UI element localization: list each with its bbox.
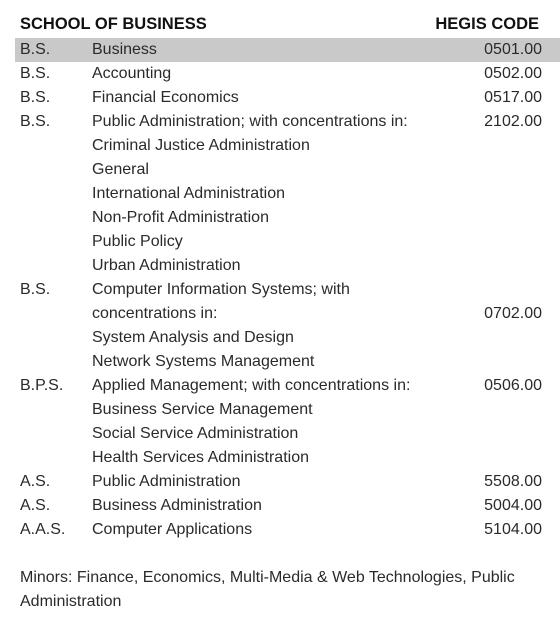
table-row xyxy=(0,518,560,542)
program-cell: Accounting xyxy=(92,65,172,82)
program-cell: General xyxy=(92,161,149,178)
hegis-code-cell: 5104.00 xyxy=(484,521,542,538)
program-cell: Financial Economics xyxy=(92,89,239,106)
table-header xyxy=(0,15,560,37)
table-row xyxy=(0,230,560,254)
table-row xyxy=(0,158,560,182)
program-cell: concentrations in: xyxy=(92,305,218,322)
table-row xyxy=(0,446,560,470)
table-row xyxy=(0,470,560,494)
table-row xyxy=(0,182,560,206)
table-row xyxy=(15,38,560,62)
program-list xyxy=(0,38,560,542)
table-row xyxy=(0,86,560,110)
program-cell: Business Service Management xyxy=(92,401,313,418)
table-row xyxy=(0,374,560,398)
program-cell: Applied Management; with concentrations in: xyxy=(92,377,411,394)
table-row xyxy=(0,62,560,86)
minors-note: Minors: Finance, Economics, Multi-Media & Web Technologies, Public Administration xyxy=(20,569,515,610)
degree-cell: B.P.S. xyxy=(20,377,64,394)
program-cell: Social Service Administration xyxy=(92,425,299,442)
degree-cell: A.A.S. xyxy=(20,521,66,538)
program-cell: Health Services Administration xyxy=(92,449,309,466)
program-cell: Computer Information Systems; with xyxy=(92,281,350,298)
table-row xyxy=(0,422,560,446)
hegis-code-cell: 0517.00 xyxy=(484,89,542,106)
table-row xyxy=(0,206,560,230)
hegis-code-cell: 0506.00 xyxy=(484,377,542,394)
table-row xyxy=(0,134,560,158)
program-cell: Public Administration; with concentrations in: xyxy=(92,113,408,130)
program-cell: System Analysis and Design xyxy=(92,329,294,346)
hegis-code-cell: 0702.00 xyxy=(484,305,542,322)
program-cell: Business Administration xyxy=(92,497,262,514)
program-cell: Public Policy xyxy=(92,233,183,250)
table-row xyxy=(0,350,560,374)
degree-cell: B.S. xyxy=(20,281,51,298)
hegis-code-cell: 5004.00 xyxy=(484,497,542,514)
degree-cell: B.S. xyxy=(20,65,51,82)
table-row xyxy=(0,326,560,350)
school-heading: SCHOOL OF BUSINESS xyxy=(20,15,207,33)
degree-cell: A.S. xyxy=(20,497,51,514)
program-cell: Public Administration xyxy=(92,473,241,490)
degree-cell: B.S. xyxy=(20,89,51,106)
table-row xyxy=(0,494,560,518)
program-cell: Non-Profit Administration xyxy=(92,209,269,226)
degree-cell: B.S. xyxy=(20,41,51,58)
hegis-code-cell: 0501.00 xyxy=(484,41,542,58)
program-cell: Urban Administration xyxy=(92,257,241,274)
degree-cell: A.S. xyxy=(20,473,51,490)
program-cell: Network Systems Management xyxy=(92,353,315,370)
program-cell: Business xyxy=(92,41,157,58)
program-cell: International Administration xyxy=(92,185,285,202)
table-row xyxy=(0,302,560,326)
hegis-code-heading: HEGIS CODE xyxy=(435,15,539,33)
table-row xyxy=(0,254,560,278)
hegis-code-cell: 5508.00 xyxy=(484,473,542,490)
table-row xyxy=(0,398,560,422)
degree-cell: B.S. xyxy=(20,113,51,130)
table-row xyxy=(0,110,560,134)
table-row xyxy=(0,278,560,302)
hegis-code-cell: 0502.00 xyxy=(484,65,542,82)
program-cell: Computer Applications xyxy=(92,521,253,538)
program-cell: Criminal Justice Administration xyxy=(92,137,310,154)
hegis-code-cell: 2102.00 xyxy=(484,113,542,130)
